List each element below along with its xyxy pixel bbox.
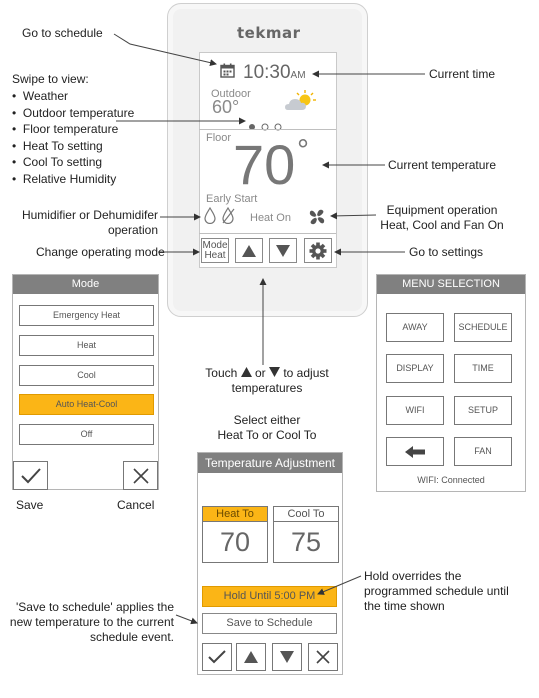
up-arrow-icon <box>241 367 252 377</box>
humidifier-note: Humidifier or Dehumidifer operation <box>21 208 158 237</box>
time-ampm: AM <box>290 70 306 81</box>
mode-option-heat[interactable]: Heat <box>19 335 154 356</box>
touch-note-b: or <box>254 366 266 380</box>
mode-panel <box>12 274 159 490</box>
menu-away-button[interactable]: AWAY <box>386 313 444 342</box>
temp-down-button[interactable] <box>272 643 302 671</box>
heat-to-label: Heat To <box>203 507 267 522</box>
cool-to-box[interactable] <box>273 506 339 563</box>
mode-option-off[interactable]: Off <box>19 424 154 445</box>
current-temperature-note: Current temperature <box>388 158 497 172</box>
touch-note-a: Touch <box>205 366 238 380</box>
down-arrow-icon <box>279 650 295 664</box>
menu-panel-title: MENU SELECTION <box>377 275 525 294</box>
temp-adjust-title: Temperature Adjustment <box>198 453 342 473</box>
swipe-item-humidity: • Relative Humidity <box>12 171 117 186</box>
menu-schedule-button[interactable]: SCHEDULE <box>454 313 512 342</box>
down-arrow-icon <box>269 367 280 377</box>
screen-divider <box>199 129 336 130</box>
close-icon <box>132 467 150 485</box>
menu-back-button[interactable] <box>386 437 444 466</box>
go-to-settings-note: Go to settings <box>409 245 484 259</box>
clock-time <box>243 62 306 84</box>
heat-to-value: 70 <box>219 527 251 557</box>
mode-option-auto-heat-cool[interactable]: Auto Heat-Cool <box>19 394 154 415</box>
cool-to-label: Cool To <box>274 507 338 522</box>
brand-logo: tekmar <box>237 24 301 42</box>
mode-option-cool[interactable]: Cool <box>19 365 154 386</box>
current-temp-value: 70 <box>233 133 296 196</box>
save-schedule-note: 'Save to schedule' applies the new temperature to the current schedule event. <box>9 600 174 644</box>
back-arrow-icon <box>404 445 426 459</box>
current-temp-degree: ° <box>297 134 309 167</box>
change-mode-note: Change operating mode <box>36 245 165 259</box>
time-value: 10:30 <box>243 62 291 83</box>
temp-adjust-panel <box>197 452 343 675</box>
menu-panel <box>376 274 526 492</box>
outdoor-temp: 60° <box>212 97 240 117</box>
touch-note-line2: temperatures <box>231 381 303 395</box>
fan-icon <box>308 208 326 226</box>
hold-note: Hold overrides the programmed schedule until the time shown <box>364 569 509 613</box>
status-text: Heat On <box>250 212 291 224</box>
swipe-item-cool-to: • Cool To setting <box>12 155 103 170</box>
down-arrow-icon <box>275 244 291 258</box>
mode-option-emergency-heat[interactable]: Emergency Heat <box>19 305 154 326</box>
settings-button[interactable] <box>304 238 332 263</box>
check-icon <box>207 649 227 665</box>
select-note: Select either Heat To or Cool To <box>217 413 317 442</box>
leader-save-schedule <box>176 615 197 623</box>
swipe-item-weather: • Weather <box>12 89 69 103</box>
humidity-drop-icon <box>203 207 237 224</box>
cancel-button[interactable] <box>123 461 158 490</box>
menu-wifi-button[interactable]: WIFI <box>386 396 444 425</box>
mode-button-line1: Mode <box>202 239 228 251</box>
swipe-item-outdoor: • Outdoor temperature <box>12 105 135 120</box>
weather-sun-cloud-icon <box>283 89 319 113</box>
temp-up-button[interactable] <box>236 643 266 671</box>
wifi-status: WIFI: Connected <box>417 475 485 485</box>
calendar-icon[interactable] <box>220 63 235 78</box>
screen-divider-bottom <box>199 233 336 234</box>
menu-fan-button[interactable]: FAN <box>454 437 512 466</box>
up-arrow-icon <box>243 650 259 664</box>
outdoor-label: Outdoor <box>211 88 251 100</box>
page-indicator[interactable] <box>248 118 288 126</box>
hold-button[interactable]: Hold Until 5:00 PM <box>202 586 337 607</box>
mode-button[interactable] <box>201 238 229 263</box>
menu-setup-button[interactable]: SETUP <box>454 396 512 425</box>
swipe-list <box>12 89 134 189</box>
swipe-item-heat-to: • Heat To setting <box>12 138 103 153</box>
save-button[interactable] <box>13 461 48 490</box>
gear-icon <box>309 242 327 260</box>
up-button[interactable] <box>235 238 263 263</box>
early-start-label: Early Start <box>206 193 258 205</box>
cancel-caption: Cancel <box>117 498 155 512</box>
touch-note <box>200 366 334 396</box>
mode-panel-title: Mode <box>13 275 158 294</box>
save-caption: Save <box>16 498 44 512</box>
menu-time-button[interactable]: TIME <box>454 354 512 383</box>
floor-label: Floor <box>206 132 232 144</box>
confirm-button[interactable] <box>202 643 232 671</box>
touch-note-c: to adjust <box>283 366 329 380</box>
save-to-schedule-button[interactable]: Save to Schedule <box>202 613 337 634</box>
menu-display-button[interactable]: DISPLAY <box>386 354 444 383</box>
cool-to-value: 75 <box>290 527 322 557</box>
discard-button[interactable] <box>308 643 338 671</box>
close-icon <box>315 649 331 665</box>
mode-button-line2: Heat <box>204 249 226 261</box>
swipe-item-floor: • Floor temperature <box>12 122 119 137</box>
equipment-note: Equipment operation Heat, Cool and Fan On <box>380 203 504 232</box>
heat-to-box[interactable] <box>202 506 268 563</box>
go-to-schedule-note: Go to schedule <box>22 26 103 40</box>
up-arrow-icon <box>241 244 257 258</box>
down-button[interactable] <box>269 238 297 263</box>
swipe-title: Swipe to view: <box>12 72 89 86</box>
check-icon <box>20 467 42 485</box>
current-time-note: Current time <box>429 67 496 81</box>
